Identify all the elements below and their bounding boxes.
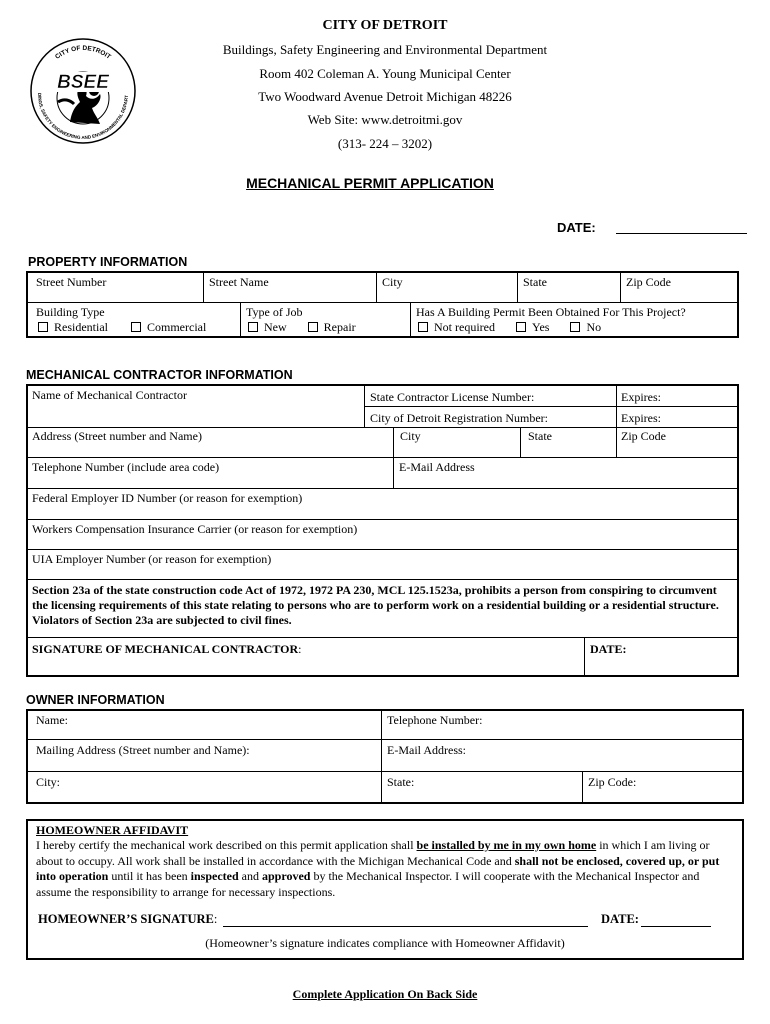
commercial-checkbox[interactable]: Commercial [131,320,206,334]
street-name-field[interactable]: Street Name [209,275,269,289]
zip-field[interactable]: Zip Code [626,275,671,289]
section-23a-notice: Section 23a of the state construction code Act of 1972, 1972 PA 230, MCL 125.1523a, prohibits a person from conspiring to circumvent the licensing requirements of this state relating to persons who are to perform work on a residential building or a residential structure. Violators of Section 23a are subjected to civil fines. [32,583,719,627]
permit-question-label: Has A Building Permit Been Obtained For This Project? [416,305,686,319]
homeowner-signature-label: HOMEOWNER’S SIGNATURE: [38,912,218,926]
office-address: Two Woodward Avenue Detroit Michigan 48226 [258,89,512,104]
contractor-state-field[interactable]: State [528,429,552,443]
checkbox-icon [570,322,580,332]
checkbox-icon [38,322,48,332]
checkbox-icon [418,322,428,332]
date-label: DATE: [557,220,596,235]
logo-ring-bottom: DINGS, SAFETY ENGINEERING AND ENVIRONMENTAL DEPART [36,92,130,141]
fein-field[interactable]: Federal Employer ID Number (or reason for exemption) [32,491,303,505]
logo-text: BSEE [57,72,109,93]
street-number-field[interactable]: Street Number [36,275,107,289]
back-side-note: Complete Application On Back Side [292,987,478,1001]
affidavit-title: HOMEOWNER AFFIDAVIT [36,823,189,837]
phone-number: (313- 224 – 3202) [337,136,433,151]
contractor-signature-date-field[interactable]: DATE: [590,642,627,656]
registration-number-field[interactable]: City of Detroit Registration Number: [370,411,548,425]
contractor-address-field[interactable]: Address (Street number and Name) [32,429,202,443]
type-of-job-label: Type of Job [246,305,303,319]
contractor-signature-field[interactable]: SIGNATURE OF MECHANICAL CONTRACTOR: [32,642,302,656]
checkbox-icon [131,322,141,332]
license-number-field[interactable]: State Contractor License Number: [370,390,535,404]
new-checkbox[interactable]: New [248,320,287,334]
homeowner-signature-field[interactable] [223,926,588,927]
registration-expires-field[interactable]: Expires: [621,411,661,425]
owner-name-field[interactable]: Name: [36,713,68,727]
contractor-phone-field[interactable]: Telephone Number (include area code) [32,460,220,474]
no-checkbox[interactable]: No [570,320,601,334]
license-expires-field[interactable]: Expires: [621,390,661,404]
repair-checkbox[interactable]: Repair [308,320,356,334]
checkbox-icon [308,322,318,332]
property-section-title: PROPERTY INFORMATION [28,255,188,269]
contractor-city-field[interactable]: City [400,429,421,443]
state-field[interactable]: State [523,275,547,289]
contractor-zip-field[interactable]: Zip Code [621,429,666,443]
affidavit-text: I hereby certify the mechanical work described on this permit application shall be installed by me in my own home in which I am living or about to occupy. All work shall be installed in accordance with the Michigan Mechanical Code and shall not be enclosed, covered up, or put into operation until it has been inspected and approved by the Mechanical Inspector. I will cooperate with the Mechanical Inspector and assume the responsibility to arrange for necessary inspections. [36,838,720,899]
form-title: MECHANICAL PERMIT APPLICATION [246,175,494,191]
contractor-section-title: MECHANICAL CONTRACTOR INFORMATION [26,368,293,382]
city-field[interactable]: City [382,275,403,289]
homeowner-date-label: DATE: [601,912,639,926]
workers-comp-field[interactable]: Workers Compensation Insurance Carrier (or reason for exemption) [32,522,358,536]
owner-state-field[interactable]: State: [387,775,415,789]
contractor-signature-label: SIGNATURE OF MECHANICAL CONTRACTOR [32,642,299,656]
department-name: Buildings, Safety Engineering and Environmental Department [222,42,548,57]
owner-zip-field[interactable]: Zip Code: [588,775,637,789]
owner-section-title: OWNER INFORMATION [26,693,165,707]
residential-checkbox[interactable]: Residential [38,320,108,334]
affidavit-note: (Homeowner’s signature indicates compliance with Homeowner Affidavit) [205,936,565,950]
date-field[interactable] [616,233,747,234]
building-type-label: Building Type [36,305,105,319]
homeowner-date-field[interactable] [641,926,711,927]
owner-phone-field[interactable]: Telephone Number: [387,713,483,727]
owner-city-field[interactable]: City: [36,775,61,789]
contractor-email-field[interactable]: E-Mail Address [399,460,475,474]
contractor-name-field[interactable]: Name of Mechanical Contractor [32,388,187,402]
owner-email-field[interactable]: E-Mail Address: [387,743,466,757]
not-required-checkbox[interactable]: Not required [418,320,495,334]
yes-checkbox[interactable]: Yes [516,320,549,334]
uia-field[interactable]: UIA Employer Number (or reason for exemption) [32,552,272,566]
website: Web Site: www.detroitmi.gov [307,112,463,127]
checkbox-icon [248,322,258,332]
owner-mailing-address-field[interactable]: Mailing Address (Street number and Name): [36,743,250,757]
checkbox-icon [516,322,526,332]
city-title: CITY OF DETROIT [322,18,448,33]
logo-ring-top: CITY OF DETROIT [54,44,112,61]
office-room: Room 402 Coleman A. Young Municipal Center [259,66,511,81]
